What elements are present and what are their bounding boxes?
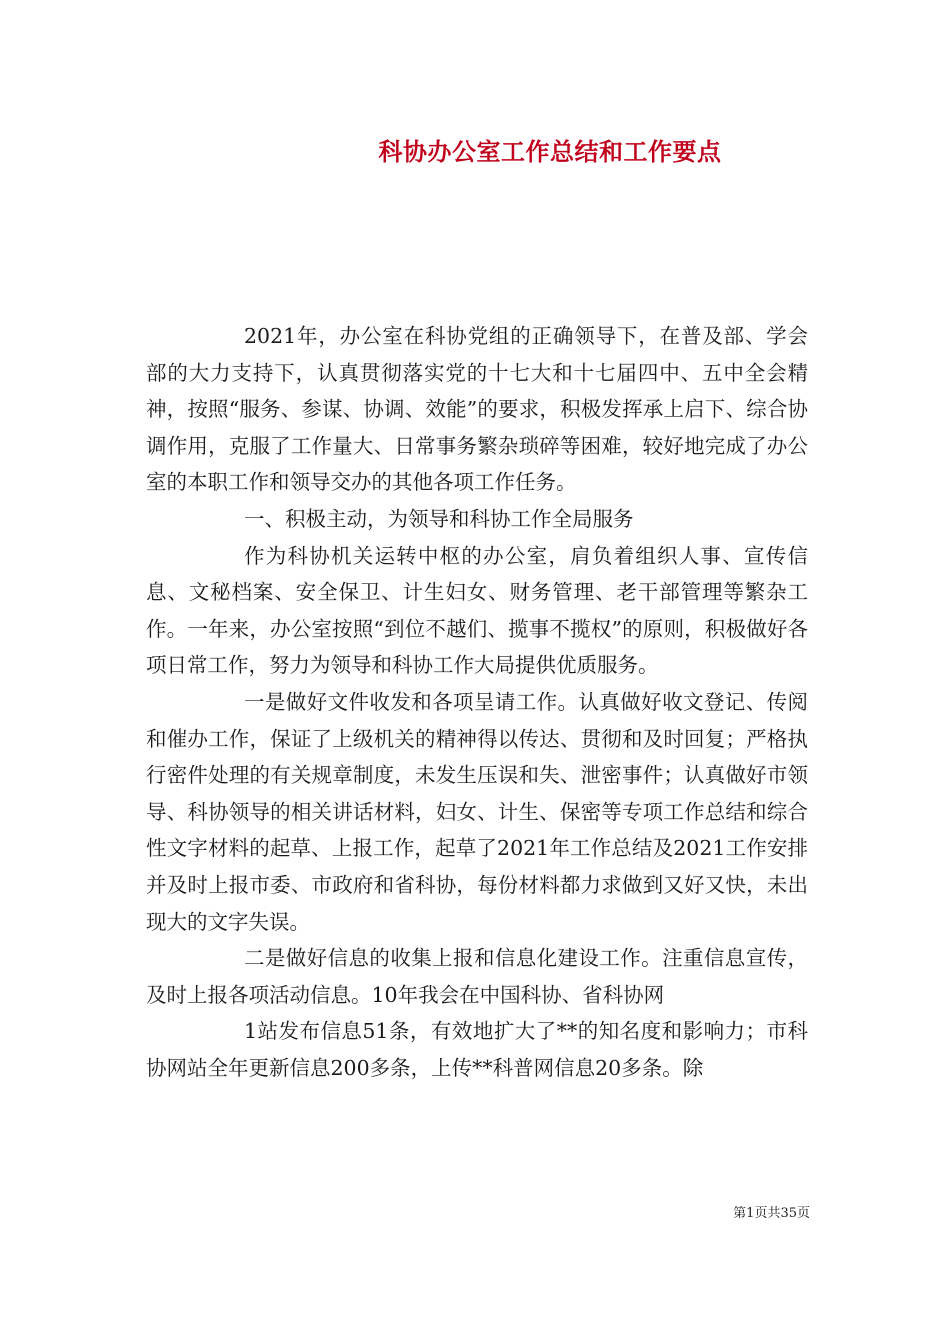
paragraph-item-1: 一是做好文件收发和各项呈请工作。认真做好收文登记、传阅和催办工作，保证了上级机关的精神得以传达、贯彻和及时回复；严格执行密件处理的有关规章制度，未发生压误和失、泄密事件；认真做好市领导、科协领导的相关讲话材料，妇女、计生、保密等专项工作总结和综合性文字材料的起草、上报工作，起草了2021年工作总结及2021工作安排并及时上报市委、市政府和省科协，每份材料都力求做到又好又快，未出现大的文字失误。	[146, 689, 808, 934]
paragraph-item-2-cont: 1站发布信息51条，有效地扩大了**的知名度和影响力；市科协网站全年更新信息200多条，上传**科普网信息20多条。除	[146, 1019, 808, 1080]
page-number: 第1页共35页	[733, 1206, 810, 1221]
section-heading-1: 一、积极主动，为领导和科协工作全局服务	[244, 506, 634, 531]
paragraph-office-role: 作为科协机关运转中枢的办公室，肩负着组织人事、宣传信息、文秘档案、安全保卫、计生妇女、财务管理、老干部管理等繁杂工作。一年来，办公室按照“到位不越们、揽事不揽权”的原则，积极做好各项日常工作，努力为领导和科协工作大局提供优质服务。	[146, 543, 808, 678]
document-body	[146, 318, 808, 1086]
document-title: 科协办公室工作总结和工作要点	[378, 137, 722, 166]
paragraph-intro: 2021年，办公室在科协党组的正确领导下，在普及部、学会部的大力支持下，认真贯彻落实党的十七大和十七届四中、五中全会精神，按照“服务、参谋、协调、效能”的要求，积极发挥承上启下、综合协调作用，克服了工作量大、日常事务繁杂琐碎等困难，较好地完成了办公室的本职工作和领导交办的其他各项工作任务。	[146, 324, 808, 495]
paragraph-item-2: 二是做好信息的收集上报和信息化建设工作。注重信息宣传，及时上报各项活动信息。10年我会在中国科协、省科协网	[146, 946, 808, 1007]
